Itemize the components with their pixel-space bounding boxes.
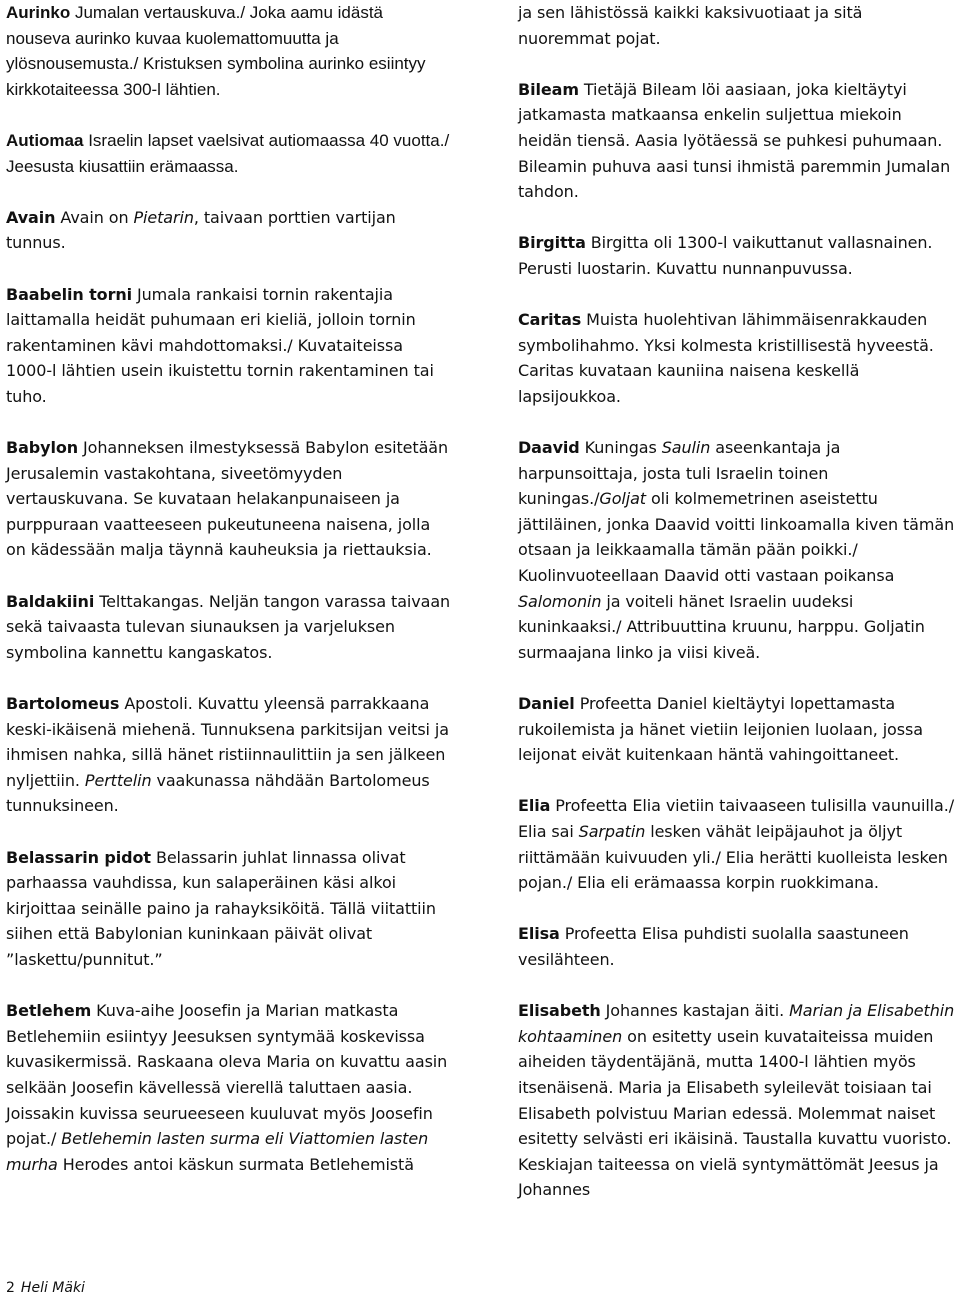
entry-text: Belassarin juhlat linnassa olivat parhaassa vauhdissa, kun salaperäinen käsi alkoi kirjoittaa seinälle paino ja rahayksiköitä. Tällä viitattiin siihen että Babylonian kuninkaan päivät olivat ”laskettu/punnitut.” bbox=[6, 847, 436, 969]
glossary-entry bbox=[6, 435, 451, 563]
glossary-entry bbox=[518, 691, 958, 768]
entry-italic-reference: Betlehemin lasten surma eli Viattomien lasten murha bbox=[6, 1129, 429, 1174]
glossary-entry bbox=[6, 282, 451, 410]
entry-term: Belassarin pidot bbox=[6, 847, 151, 867]
entry-italic-reference: Marian ja Elisabethin kohtaaminen bbox=[518, 1001, 955, 1046]
glossary-entry bbox=[6, 205, 451, 256]
entry-term: Aurinko bbox=[6, 3, 71, 22]
glossary-entry bbox=[518, 793, 958, 895]
entry-term: Autiomaa bbox=[6, 130, 84, 150]
entry-text: , taivaan porttien vartijan tunnus. bbox=[6, 207, 396, 253]
entry-term: Elisabeth bbox=[518, 1001, 601, 1021]
entry-term: Bartolomeus bbox=[6, 694, 120, 714]
entry-italic-reference: Goljat bbox=[599, 489, 646, 509]
glossary-entry bbox=[6, 128, 451, 179]
entry-text: ja voiteli hänet Israelin uudeksi kuninkaaksi./ Attribuuttina kruunu, harppu. Goljatin surmaajana linko ja viisi kiveä. bbox=[518, 591, 925, 662]
entry-term: Avain bbox=[6, 207, 56, 227]
entry-term: Daniel bbox=[518, 694, 575, 714]
entry-text: Kuva-aihe Joosefin ja Marian matkasta Betlehemiin esiintyy Jeesuksen syntymää koskevissa kuvasikermissä. Raskaana oleva Maria on kuvattu aasin selkään Joosefin kävellessä vierellä taluttaen aasia. Joissakin kuvissa seurueeseen kuuluvat myös Joosefin pojat./ bbox=[6, 1001, 448, 1149]
entry-term: Caritas bbox=[518, 310, 582, 330]
glossary-entry bbox=[6, 0, 451, 102]
entry-text: Profeetta Daniel kieltäytyi lopettamasta rukoilemista ja hänet vietiin leijonien luolaan, jossa leijonat eivät kuitenkaan häntä vahingoittaneet. bbox=[518, 694, 923, 765]
glossary-entry bbox=[518, 77, 958, 205]
entry-term: Betlehem bbox=[6, 1001, 92, 1021]
entry-text: Muista huolehtivan lähimmäisenrakkauden symbolihahmo. Yksi kolmesta kristillisestä hyveestä. Caritas kuvataan kauniina naisena keskellä lapsijoukkoa. bbox=[518, 310, 934, 406]
entry-term: Baldakiini bbox=[6, 591, 95, 611]
entry-text: Jumalan vertauskuva./ Joka aamu idästä nouseva aurinko kuvaa kuolemattomuutta ja ylösnousemusta./ Kristuksen symbolina aurinko esiintyy kirkkotaiteessa 300-l lähtien. bbox=[6, 3, 426, 99]
entry-italic-reference: Saulin bbox=[661, 438, 711, 458]
entry-text: ja sen lähistössä kaikki kaksivuotiaat ja sitä nuoremmat pojat. bbox=[518, 3, 863, 48]
entry-text: Apostoli. Kuvattu yleensä parrakkaana keski-ikäisenä miehenä. Tunnuksena parkitsijan veitsi ja ihmisen nahka, sillä hänet ristiinnaulittiin ja sen jälkeen nyljettiin. bbox=[6, 694, 449, 790]
entry-term: Elisa bbox=[518, 924, 560, 944]
entry-text: Johanneksen ilmestyksessä Babylon esitetään Jerusalemin vastakohtana, siveetömyyden vertauskuvana. Se kuvataan helakanpunaiseen ja purppuraan vaatteeseen pukeutuneena naisena, jolla on kädessään malja täynnä kauheuksia ja riettauksia. bbox=[6, 438, 449, 560]
entry-text: on esitetty usein kuvataiteissa muiden aiheiden täydentäjänä, mutta 1400-l lähtien myös itsenäisenä. Maria ja Elisabeth syleilevät toisiaan tai Elisabeth polvistuu Marian edessä. Molemmat naiset esitetty selvästi eri ikäisinä. Taustalla kuvattu vuoristo. Keskiajan taiteessa on vielä syntymättömät Jeesus ja Johannes bbox=[518, 1026, 952, 1200]
entry-italic-reference: Perttelin bbox=[84, 770, 152, 790]
right-column bbox=[518, 0, 958, 1203]
entry-text: aseenkantaja ja harpunsoittaja, josta tuli Israelin toinen kuningas./ bbox=[518, 438, 841, 509]
entry-term: Birgitta bbox=[518, 233, 586, 253]
page-number: 2 bbox=[6, 1280, 15, 1296]
entry-text: Birgitta oli 1300-l vaikuttanut vallasnainen. Perusti luostarin. Kuvattu nunnanpuvussa. bbox=[518, 233, 933, 278]
entry-text: Tietäjä Bileam löi aasiaan, joka kieltäytyi jatkamasta matkaansa enkelin suljettua miekoin heidän tiensä. Aasia lyötäessä se puhkesi puhumaan. Bileamin puhuva aasi tunsi ihmistä paremmin Jumalan tahdon. bbox=[518, 79, 951, 202]
entry-text: Kuningas bbox=[579, 438, 662, 458]
entry-text: vaakunassa nähdään Bartolomeus tunnuksineen. bbox=[6, 770, 430, 816]
glossary-entry bbox=[518, 998, 958, 1203]
entry-term: Elia bbox=[518, 796, 551, 816]
glossary-entry bbox=[518, 230, 958, 281]
glossary-entry bbox=[6, 998, 451, 1177]
entry-term: Babylon bbox=[6, 438, 79, 458]
entry-text: Avain on bbox=[55, 207, 134, 227]
entry-text: Jumala rankaisi tornin rakentajia laittamalla heidät puhumaan eri kieliä, jolloin tornin rakentaminen kävi mahdottomaksi./ Kuvataiteissa 1000-l lähtien usein ikuistettu tornin rakentaminen tai tuho. bbox=[6, 284, 434, 406]
entry-italic-reference: Sarpatin bbox=[578, 822, 646, 841]
glossary-entry bbox=[518, 0, 958, 51]
entry-text: Johannes kastajan äiti. bbox=[600, 1001, 790, 1021]
entry-text: oli kolmemetrinen aseistettu jättiläinen, jonka Daavid voitti linkoamalla kiven tämän otsaan ja leikkaamalla tämän pään poikki./ Kuolinvuoteellaan Daavid otti vastaan poikansa bbox=[518, 489, 955, 586]
left-column bbox=[6, 0, 451, 1177]
glossary-entry bbox=[518, 921, 958, 972]
glossary-entry bbox=[6, 691, 451, 819]
entry-text: lesken vähät leipäjauhot ja öljyt riittämään kuivuuden yli./ Elia herätti kuolleista lesken pojan./ Elia eli erämaassa korpin ruokkimana. bbox=[518, 822, 948, 893]
entry-italic-reference: Pietarin bbox=[133, 207, 194, 227]
author-name: Heli Mäki bbox=[20, 1280, 85, 1296]
page-footer bbox=[6, 1279, 85, 1297]
entry-text: Herodes antoi käskun surmata Betlehemistä bbox=[57, 1154, 414, 1174]
entry-term: Daavid bbox=[518, 438, 580, 458]
entry-term: Baabelin torni bbox=[6, 284, 133, 304]
entry-text: Profeetta Elia vietiin taivaaseen tulisilla vaunuilla./ Elia sai bbox=[518, 796, 954, 841]
entry-term: Bileam bbox=[518, 79, 579, 99]
glossary-entry bbox=[6, 845, 451, 973]
entry-text: Profeetta Elisa puhdisti suolalla saastuneen vesilähteen. bbox=[518, 924, 909, 969]
entry-text: Israelin lapset vaelsivat autiomaassa 40 vuotta./ Jeesusta kiusattiin erämaassa. bbox=[6, 130, 450, 176]
entry-text: Telttakangas. Neljän tangon varassa taivaan sekä taivaasta tulevan siunauksen ja varjeluksen symbolina kannettu kangaskatos. bbox=[6, 591, 451, 662]
glossary-entry bbox=[6, 589, 451, 666]
glossary-entry bbox=[518, 307, 958, 409]
glossary-entry bbox=[518, 435, 958, 665]
entry-italic-reference: Salomonin bbox=[518, 591, 602, 611]
